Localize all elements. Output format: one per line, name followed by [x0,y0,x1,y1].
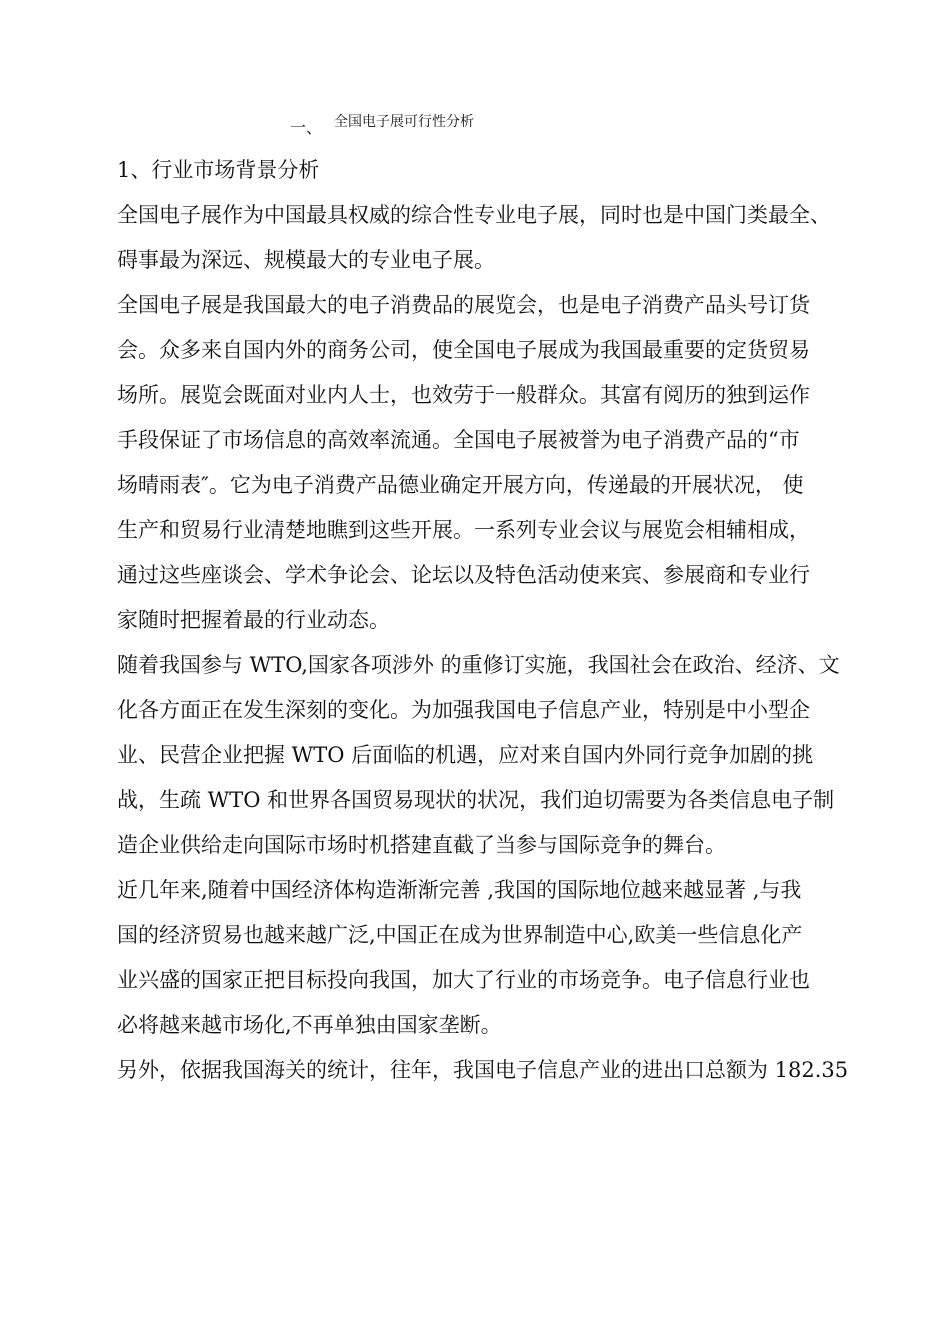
paragraph-4 [117,870,853,1045]
paragraph-line: 造企业供给走向国际市场时机搭建直截了当参与国际竞争的舞台。 [117,833,726,857]
paragraph-line: 近几年来,随着中国经济体构造渐渐完善 ,我国的国际地位越来越显著 ,与我 [117,878,802,902]
paragraph-line: 全国电子展作为中国最具权威的综合性专业电子展，同时也是中国门类最全、 [117,203,831,227]
paragraph-1 [117,195,853,280]
paragraph-line: 家随时把握着最的行业动态。 [117,608,390,632]
paragraph-line: 业兴盛的国家正把目标投向我国，加大了行业的市场竞争。电子信息行业也 [117,968,810,992]
document-body [117,150,853,1090]
paragraph-line: 业、民营企业把握 WTO 后面临的机遇，应对来自国内外同行竞争加剧的挑 [117,743,814,767]
heading-number: 一、 [290,118,323,137]
heading-title: 全国电子展可行性分析 [334,114,474,130]
paragraph-line: 会。众多来自国内外的商务公司，使全国电子展成为我国最重要的定货贸易 [117,338,810,362]
paragraph-line: 碍事最为深远、规模最大的专业电子展。 [117,248,495,272]
paragraph-line: 生产和贸易行业清楚地瞧到这些开展。一系列专业会议与展览会相辅相成， [117,518,810,542]
paragraph-line: 另外，依据我国海关的统计，往年，我国电子信息产业的进出口总额为 182.35 [117,1058,849,1082]
paragraph-line: 战，生疏 WTO 和世界各国贸易现状的状况，我们迫切需要为各类信息电子制 [117,788,835,812]
paragraph-line: 化各方面正在发生深刻的变化。为加强我国电子信息产业，特别是中小型企 [117,698,810,722]
paragraph-line: 必将越来越市场化,不再单独由国家垄断。 [117,1013,502,1037]
section-title: 1、行业市场背景分析 [117,158,320,182]
paragraph-line: 全国电子展是我国最大的电子消费品的展览会，也是电子消费产品头号订货 [117,293,810,317]
paragraph-line: 国的经济贸易也越来越广泛,中国正在成为世界制造中心,欧美一些信息化产 [117,923,803,947]
paragraph-line: 场所。展览会既面对业内人士，也效劳于一般群众。其富有阅历的独到运作 [117,383,810,407]
paragraph-line: 场晴雨表″。它为电子消费产品德业确定开展方向，传递最的开展状况， 使 [117,473,804,497]
paragraph-line: 手段保证了市场信息的高效率流通。全国电子展被誉为电子消费产品的“市 [117,428,800,452]
paragraph-5 [117,1050,853,1090]
paragraph-line: 随着我国参与 WTO,国家各项涉外 的重修订实施，我国社会在政治、经济、文 [117,653,840,677]
paragraph-line: 通过这些座谈会、学术争论会、论坛以及特色活动使来宾、参展商和专业行 [117,563,810,587]
paragraph-2 [117,285,853,640]
paragraph-3 [117,645,853,865]
